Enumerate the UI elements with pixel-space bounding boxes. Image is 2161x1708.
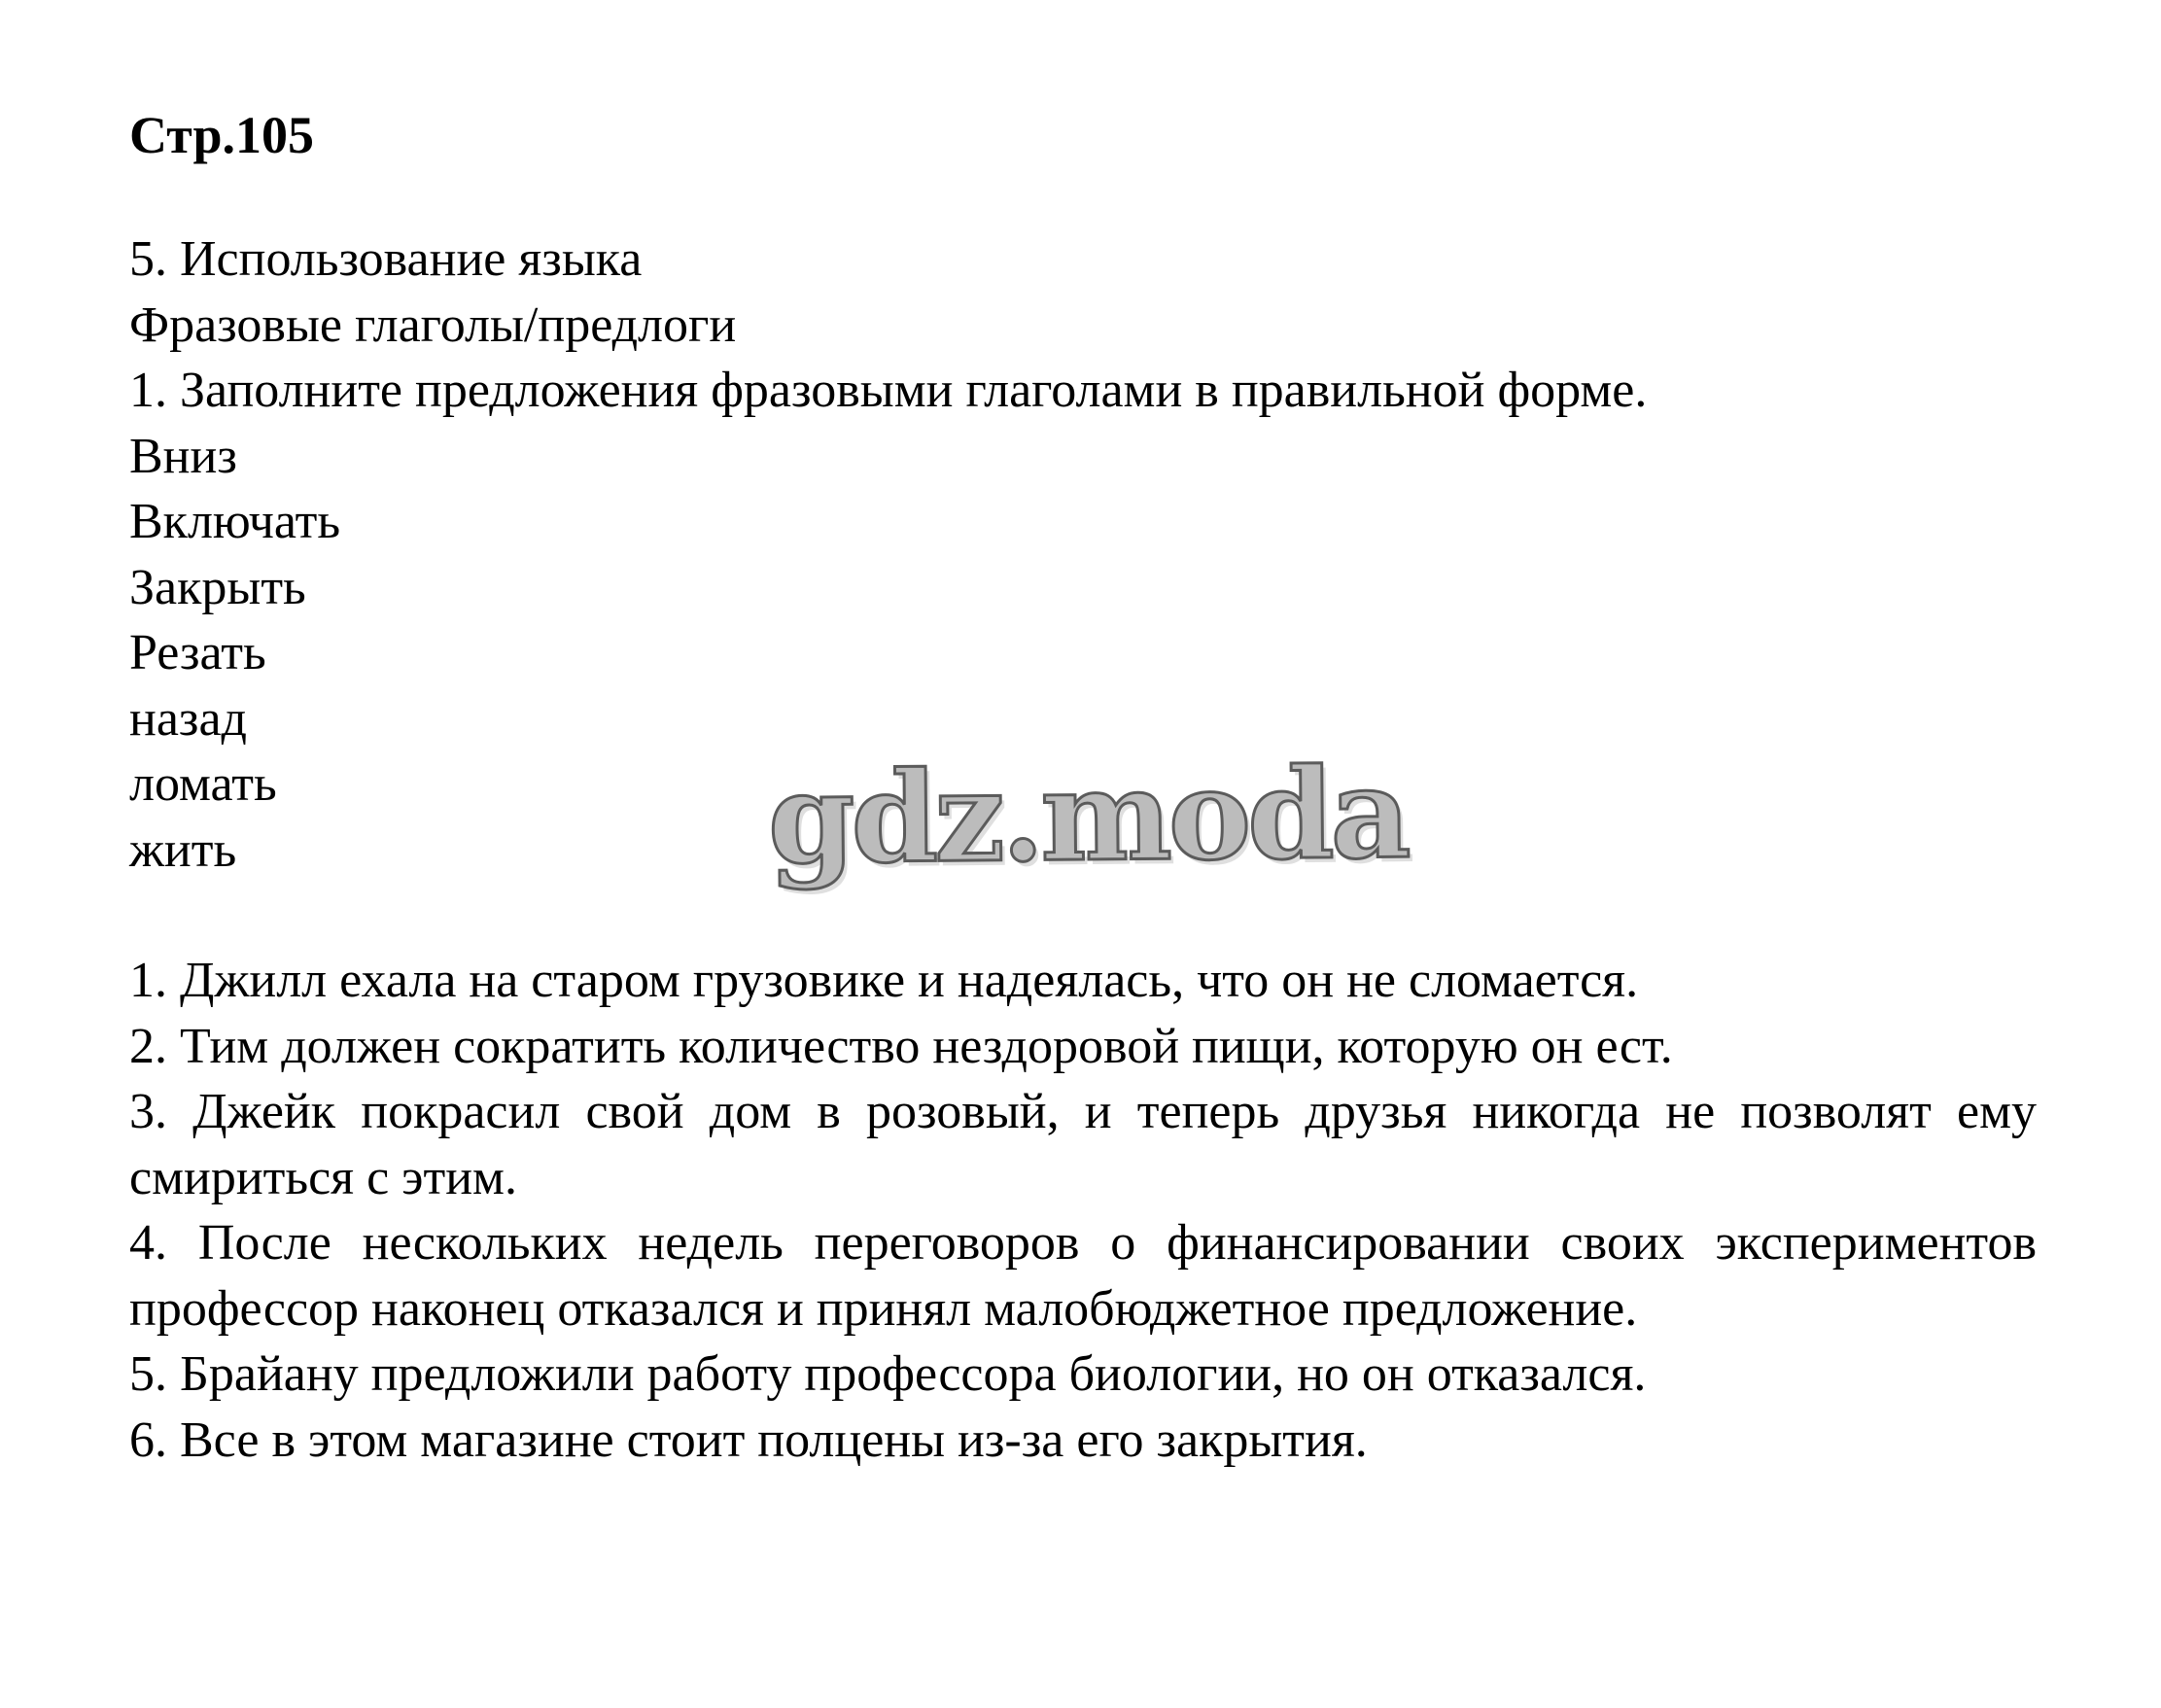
page-number-title: Стр.105 <box>129 106 315 164</box>
spacer <box>129 883 2037 948</box>
answer-item: 3. Джейк покрасил свой дом в розовый, и теперь друзья никогда не позволят ему смириться с этим. <box>129 1084 2037 1205</box>
word-item: ломать <box>129 756 277 812</box>
answer-item: 5. Брайану предложили работу профессора биологии, но он отказался. <box>129 1346 1647 1402</box>
word-item: Вниз <box>129 428 237 484</box>
word-item: Закрыть <box>129 559 306 615</box>
answer-list <box>129 948 2037 1473</box>
answer-item: 1. Джилл ехала на старом грузовике и надеялась, что он не сломается. <box>129 953 1639 1008</box>
task-instruction: 1. Заполните предложения фразовыми глаголами в правильной форме. <box>129 363 1648 418</box>
word-item: Резать <box>129 625 266 680</box>
word-item: Включать <box>129 494 341 549</box>
answer-item: 4. После нескольких недель переговоров о финансировании своих экспериментов профессор наконец отказался и принял малобюджетное предложение. <box>129 1215 2037 1337</box>
word-item: жить <box>129 821 237 878</box>
answer-item: 6. Все в этом магазине стоит полцены из-за его закрытия. <box>129 1412 1368 1468</box>
section-subheading: Фразовые глаголы/предлоги <box>129 296 737 353</box>
section-heading: 5. Использование языка <box>129 231 643 287</box>
watermark-logo: gdz.moda <box>767 741 1409 892</box>
answer-item: 2. Тим должен сократить количество нездоровой пищи, которую он ест. <box>129 1018 1673 1074</box>
word-item: назад <box>129 690 247 747</box>
